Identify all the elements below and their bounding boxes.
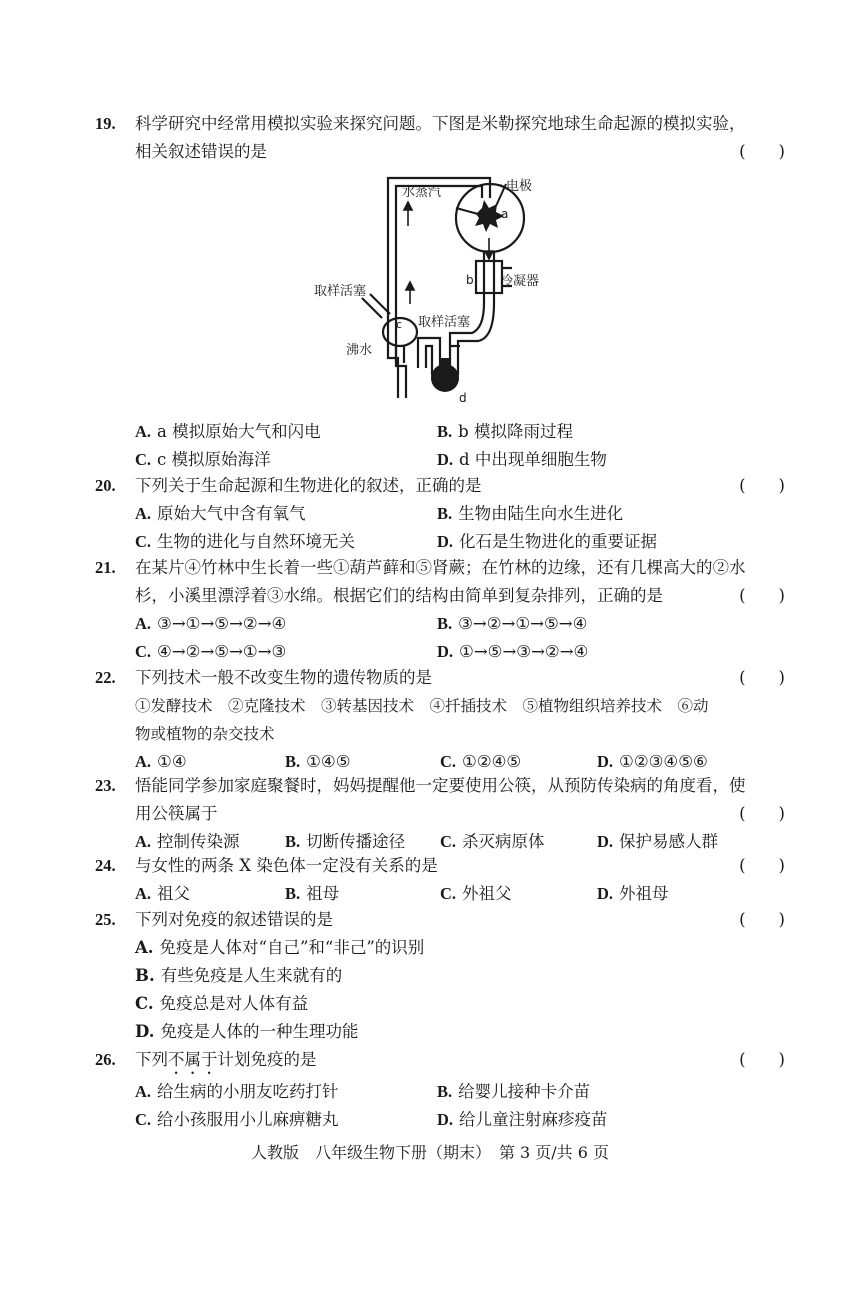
spark-icon: [475, 200, 504, 232]
question-22: [95, 664, 785, 776]
technology-list: ①发酵技术 ②克隆技术 ③转基因技术 ④扦插技术 ⑤植物组织培养技术 ⑥动: [135, 697, 709, 715]
question-stem: 下列关于生命起源和生物进化的叙述，正确的是: [135, 476, 482, 495]
label-boiling: 沸水: [346, 343, 373, 358]
question-24: [95, 852, 785, 908]
question-number: 20.: [95, 476, 116, 495]
label-vapor: 水蒸汽: [402, 185, 442, 200]
label-a: a: [501, 207, 509, 221]
option-a: A. ①④: [135, 752, 187, 771]
question-stem: 相关叙述错误的是: [135, 142, 267, 161]
options-row: [135, 1106, 785, 1134]
option-a: A. 原始大气中含有氧气: [135, 504, 306, 523]
question-number: 21.: [95, 558, 116, 577]
question-25: [95, 906, 785, 1046]
answer-bracket: ( ): [739, 668, 785, 687]
option-b: B. 切断传播途径: [285, 832, 406, 851]
option-b: B. ①④⑤: [285, 752, 351, 771]
question-21: [95, 554, 785, 666]
question-stem: 在某片④竹林中生长着一些①葫芦藓和⑤肾蕨；在竹林的边缘，还有几棵高大的②水: [135, 558, 746, 577]
options-row: [135, 1078, 785, 1106]
options-row: [135, 500, 785, 528]
question-number: 22.: [95, 668, 116, 687]
options-row: [135, 418, 785, 446]
option-d: D. 免疫是人体的一种生理功能: [135, 1022, 359, 1041]
option-a: A. ③→①→⑤→②→④: [135, 614, 287, 633]
option-a: A. a 模拟原始大气和闪电: [135, 422, 321, 441]
option-d: D. 外祖母: [597, 884, 669, 903]
emphasis-text: 不属于: [168, 1050, 218, 1069]
answer-bracket: ( ): [739, 1050, 785, 1069]
label-d: d: [459, 391, 467, 405]
option-b: B. 祖母: [285, 884, 340, 903]
question-number: 26.: [95, 1050, 116, 1069]
question-20: [95, 472, 785, 556]
option-c: C. 生物的进化与自然环境无关: [135, 532, 356, 551]
option-b: B. b 模拟降雨过程: [437, 422, 573, 441]
option-d: D. d 中出现单细胞生物: [437, 450, 607, 469]
option-c: C. 杀灭病原体: [440, 832, 545, 851]
label-stopcock-right: 取样活塞: [418, 315, 471, 330]
label-stopcock-left: 取样活塞: [314, 284, 367, 299]
technology-list: 物或植物的杂交技术: [135, 725, 275, 743]
page-footer: 人教版 八年级生物下册（期末） 第 3 页/共 6 页: [250, 1143, 610, 1162]
question-stem: 科学研究中经常用模拟实验来探究问题。下图是米勒探究地球生命起源的模拟实验，: [135, 114, 746, 133]
option-c: C. ①②④⑤: [440, 752, 522, 771]
option-a: A. 免疫是人体对“自己”和“非己”的识别: [135, 938, 425, 957]
option-c: C. 给小孩服用小儿麻痹糖丸: [135, 1110, 339, 1129]
options-row: [135, 638, 785, 666]
option-d: D. ①→⑤→③→②→④: [437, 642, 589, 661]
question-stem: 用公筷属于: [135, 804, 218, 823]
option-a: A. 给生病的小朋友吃药打针: [135, 1082, 339, 1101]
answer-bracket: ( ): [739, 586, 785, 605]
option-a: A. 祖父: [135, 884, 191, 903]
flask-d: [431, 364, 459, 392]
question-stem: 与女性的两条 X 染色体一定没有关系的是: [135, 856, 438, 875]
question-number: 23.: [95, 776, 116, 795]
question-19: [95, 110, 785, 166]
label-condenser: 冷凝器: [500, 274, 540, 289]
option-d: D. 保护易感人群: [597, 832, 719, 851]
answer-bracket: ( ): [739, 856, 785, 875]
option-c: C. ④→②→⑤→①→③: [135, 642, 287, 661]
option-c: C. 免疫总是对人体有益: [135, 994, 309, 1013]
option-d: D. ①②③④⑤⑥: [597, 752, 708, 771]
option-c: C. c 模拟原始海洋: [135, 450, 271, 469]
question-26: [95, 1046, 785, 1134]
option-b: B. ③→②→①→⑤→④: [437, 614, 588, 633]
option-a: A. 控制传染源: [135, 832, 240, 851]
answer-bracket: ( ): [739, 142, 785, 161]
question-stem: 下列技术一般不改变生物的遗传物质的是: [135, 668, 432, 687]
option-d: D. 给儿童注射麻疹疫苗: [437, 1110, 608, 1129]
label-c: c: [396, 318, 403, 331]
question-number: 24.: [95, 856, 116, 875]
question-number: 19.: [95, 114, 116, 133]
question-stem: 下列对免疫的叙述错误的是: [135, 910, 333, 929]
answer-bracket: ( ): [739, 804, 785, 823]
options-row: [135, 880, 785, 908]
option-c: C. 外祖父: [440, 884, 512, 903]
question-number: 25.: [95, 910, 116, 929]
question-23: [95, 772, 785, 856]
options-row: [135, 610, 785, 638]
question-19-options: [95, 418, 785, 474]
options-row: [135, 446, 785, 474]
option-b: B. 给婴儿接种卡介苗: [437, 1082, 591, 1101]
option-b: B. 生物由陆生向水生进化: [437, 504, 624, 523]
question-stem: 悟能同学参加家庭聚餐时，妈妈提醒他一定要使用公筷，从预防传染病的角度看，使: [135, 776, 746, 795]
miller-experiment-diagram: [300, 168, 560, 413]
label-electrode: 电极: [506, 179, 533, 194]
options-row: [135, 528, 785, 556]
question-stem: 杉，小溪里漂浮着③水绵。根据它们的结构由简单到复杂排列，正确的是: [135, 586, 663, 605]
answer-bracket: ( ): [739, 476, 785, 495]
question-stem: 下列不属于计划免疫的是: [135, 1050, 317, 1069]
option-d: D. 化石是生物进化的重要证据: [437, 532, 658, 551]
option-b: B. 有些免疫是人生来就有的: [135, 966, 343, 985]
label-b: b: [466, 273, 474, 287]
answer-bracket: ( ): [739, 910, 785, 929]
